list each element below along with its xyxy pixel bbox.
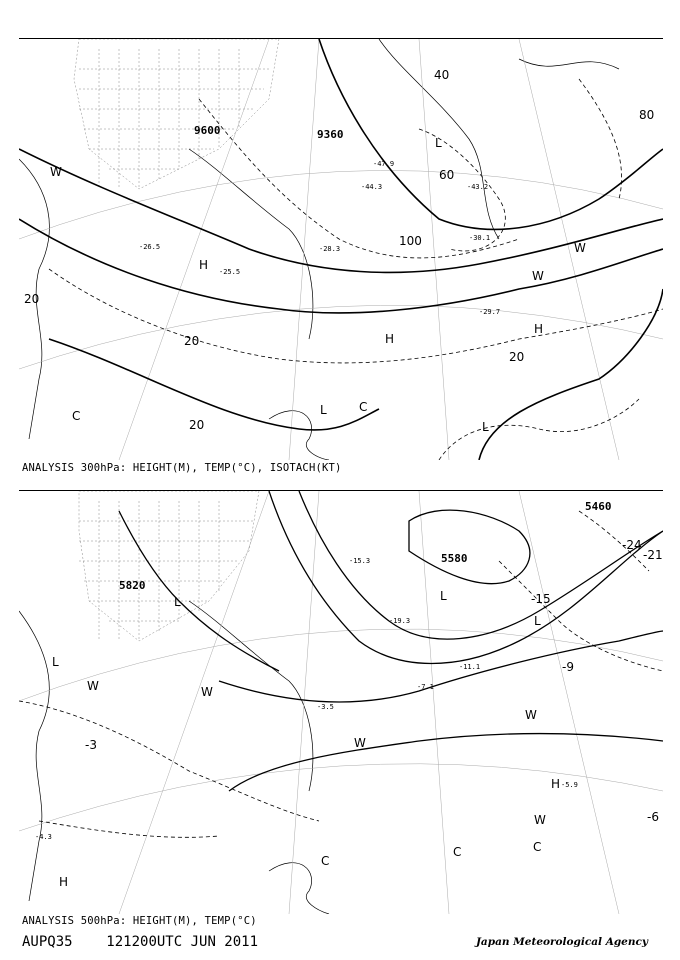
- system-c-3: C: [533, 840, 542, 854]
- system-l-2: L: [435, 136, 442, 150]
- height-label-9360: 9360: [317, 128, 344, 141]
- system-h-3: H: [534, 322, 544, 336]
- land-hatching: [74, 39, 279, 189]
- isotach-contours: [49, 79, 663, 460]
- temp-label: -15.3: [349, 557, 371, 565]
- isotach-label-20: 20: [24, 292, 40, 306]
- height-contours: [119, 491, 663, 791]
- system-l-2: L: [52, 655, 59, 669]
- temp-contour-label-6: -6: [647, 810, 659, 824]
- system-c-2: C: [453, 845, 462, 859]
- temp-label: -30.1: [469, 234, 491, 242]
- system-l-3: L: [482, 420, 489, 434]
- coastlines: [19, 601, 329, 914]
- temp-label: -28.3: [319, 245, 341, 253]
- temp-label: -44.3: [361, 183, 383, 191]
- system-w-4: W: [525, 708, 537, 722]
- temp-label: -11.1: [459, 663, 481, 671]
- system-h-1: H: [59, 875, 69, 889]
- isotach-label-40: 40: [434, 68, 450, 82]
- height-label-5460: 5460: [585, 500, 612, 513]
- analysis-datetime: 121200UTC JUN 2011: [106, 934, 259, 950]
- temp-label: -4.3: [35, 833, 52, 841]
- system-w-1: W: [87, 679, 99, 693]
- height-label-9600: 9600: [194, 124, 221, 137]
- system-w-3: W: [354, 736, 366, 750]
- caption-500hpa: ANALYSIS 500hPa: HEIGHT(M), TEMP(°C): [22, 915, 257, 927]
- system-w-2: W: [574, 241, 586, 255]
- system-w-3: W: [532, 269, 544, 283]
- isotach-label-80: 80: [639, 108, 655, 122]
- system-h-2: H: [385, 332, 395, 346]
- temp-contour-label-21: -21: [643, 548, 663, 562]
- temp-label: -5.9: [561, 781, 578, 789]
- system-l-1: L: [320, 403, 327, 417]
- temp-label: -29.7: [479, 308, 501, 316]
- system-h-1: H: [199, 258, 209, 272]
- temp-contour-label-15: -15: [531, 592, 551, 606]
- system-h-2: H: [551, 777, 561, 791]
- map-300hpa-canvas: [19, 39, 663, 460]
- isotach-label-100: 100: [399, 234, 422, 248]
- system-w-5: W: [534, 813, 546, 827]
- graticule: [19, 39, 663, 460]
- temp-label: -7.1: [417, 683, 434, 691]
- agency-name: Japan Meteorological Agency: [475, 936, 648, 948]
- system-c-2: C: [359, 400, 368, 414]
- land-hatching: [79, 491, 259, 641]
- isotach-label-20d: 20: [189, 418, 205, 432]
- caption-300hpa: ANALYSIS 300hPa: HEIGHT(M), TEMP(°C), ISOTACH(KT): [22, 462, 342, 474]
- temp-label: -25.5: [219, 268, 241, 276]
- product-header: [22, 934, 258, 950]
- system-w-2: W: [201, 685, 213, 699]
- system-l-1: L: [174, 595, 181, 609]
- product-code: AUPQ35: [22, 934, 73, 950]
- temp-label: -47.9: [373, 160, 395, 168]
- isotach-label-60: 60: [439, 168, 455, 182]
- temp-label: -3.5: [317, 703, 334, 711]
- map-500hpa-canvas: [19, 491, 663, 914]
- system-c-1: C: [321, 854, 330, 868]
- temp-contour-label-9: -9: [562, 660, 574, 674]
- temp-label: -19.3: [389, 617, 411, 625]
- system-c-1: C: [72, 409, 81, 423]
- height-contours: [19, 39, 663, 460]
- temp-contour-label-3: -3: [85, 738, 97, 752]
- isotach-label-20b: 20: [184, 334, 200, 348]
- analysis-500hpa-map: [19, 490, 663, 914]
- system-l-3: L: [440, 589, 447, 603]
- temp-label: -26.5: [139, 243, 161, 251]
- temp-contour-label-24: -24: [622, 538, 642, 552]
- system-w-1: W: [50, 165, 62, 179]
- height-label-5820: 5820: [119, 579, 146, 592]
- system-l-4: L: [534, 614, 541, 628]
- isotach-label-20c: 20: [509, 350, 525, 364]
- temp-label: -43.2: [467, 183, 489, 191]
- analysis-300hpa-map: [19, 38, 663, 460]
- height-label-5580: 5580: [441, 552, 468, 565]
